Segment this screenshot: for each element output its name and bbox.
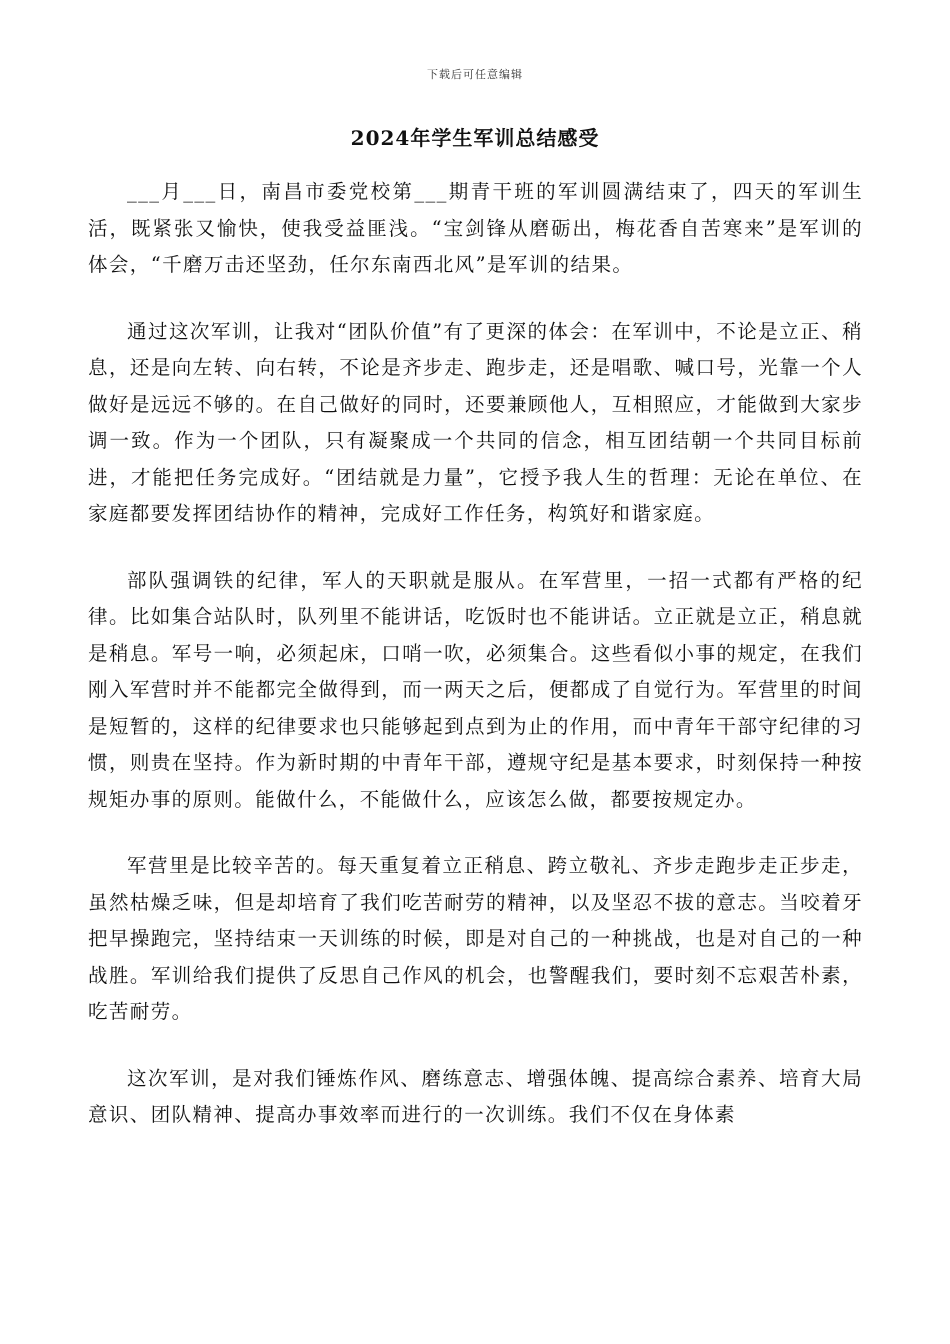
paragraph-1: ___月___日，南昌市委党校第___期青干班的军训圆满结束了，四天的军训生活，既紧张又愉快，使我受益匪浅。“宝剑锋从磨砺出，梅花香自苦寒来”是军训的体会，“千磨万击还坚劲，任尔东南西北风”是军训的结果。 [88,180,863,276]
document-title: 2024年学生军训总结感受 [350,126,600,150]
header-note: 下载后可任意编辑 [427,68,523,81]
document-body [88,174,863,1164]
paragraph-5: 这次军训，是对我们锤炼作风、磨练意志、增强体魄、提高综合素养、培育大局意识、团队精神、提高办事效率而进行的一次训练。我们不仅在身体素 [88,1066,863,1126]
paragraph-3: 部队强调铁的纪律，军人的天职就是服从。在军营里，一招一式都有严格的纪律。比如集合站队时，队列里不能讲话，吃饭时也不能讲话。立正就是立正，稍息就是稍息。军号一响，必须起床，口哨一吹，必须集合。这些看似小事的规定，在我们刚入军营时并不能都完全做得到，而一两天之后，便都成了自觉行为。军营里的时间是短暂的，这样的纪律要求也只能够起到点到为止的作用，而中青年干部守纪律的习惯，则贵在坚持。作为新时期的中青年干部，遵规守纪是基本要求，时刻保持一种按规矩办事的原则。能做什么，不能做什么，应该怎么做，都要按规定办。 [88,568,863,811]
paragraph-2: 通过这次军训，让我对“团队价值”有了更深的体会：在军训中，不论是立正、稍息，还是向左转、向右转，不论是齐步走、跑步走，还是唱歌、喊口号，光靠一个人做好是远远不够的。在自己做好的同时，还要兼顾他人，互相照应，才能做到大家步调一致。作为一个团队，只有凝聚成一个共同的信念，相互团结朝一个共同目标前进，才能把任务完成好。“团结就是力量”，它授予我人生的哲理：无论在单位、在家庭都要发挥团结协作的精神，完成好工作任务，构筑好和谐家庭。 [88,319,863,525]
paragraph-4: 军营里是比较辛苦的。每天重复着立正稍息、跨立敬礼、齐步走跑步走正步走，虽然枯燥乏味，但是却培育了我们吃苦耐劳的精神，以及坚忍不拔的意志。当咬着牙把早操跑完，坚持结束一天训练的时候，即是对自己的一种挑战，也是对自己的一种战胜。军训给我们提供了反思自己作风的机会，也警醒我们，要时刻不忘艰苦朴素，吃苦耐劳。 [88,854,863,1023]
